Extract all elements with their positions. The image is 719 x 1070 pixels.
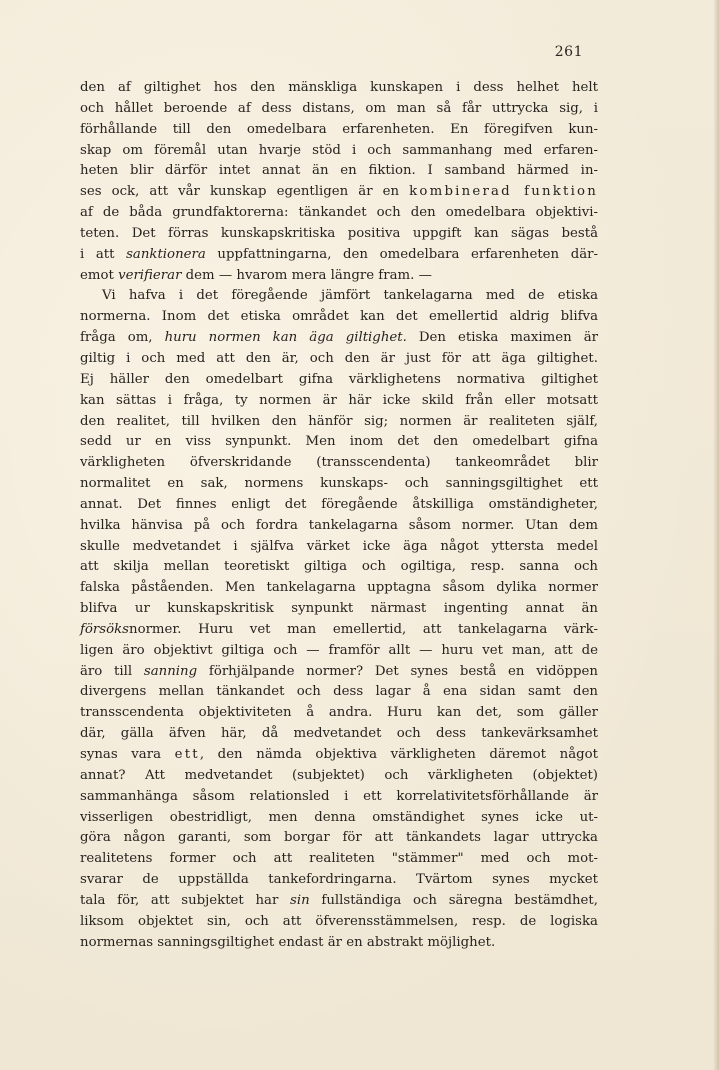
text-segment: af de båda grundfaktorerna: tänkandet och den omedelbara objektivi-: [80, 205, 598, 221]
text-segment: den realitet, till hvilken den hänför sig; normen är realiteten själf,: [80, 413, 598, 429]
text-line: [80, 182, 598, 203]
italic-term: verifierar: [118, 267, 182, 283]
text-line: [80, 432, 598, 453]
text-segment: synas vara: [80, 747, 175, 762]
text-segment: heten blir därför intet annat än en fiktion. I samband härmed in-: [80, 163, 598, 179]
text-line: [80, 99, 598, 120]
text-line: [80, 870, 598, 891]
text-line: [80, 391, 598, 412]
text-segment: Ej häller den omedelbart gifna värklighetens normativa giltighet: [80, 371, 598, 387]
text-line: [80, 641, 598, 662]
text-line: [80, 286, 598, 307]
body-text: [80, 78, 598, 953]
text-line: [80, 828, 598, 849]
text-line: [80, 474, 598, 495]
text-line: [80, 266, 598, 287]
text-segment: emot: [80, 267, 119, 283]
text-line: [80, 120, 598, 141]
text-segment: göra någon garanti, som borgar för att tänkandets lagar uttrycka: [80, 830, 598, 846]
text-line: [80, 78, 598, 99]
text-line: [80, 245, 598, 266]
page-edge-shadow: [713, 0, 719, 1070]
text-line: [80, 537, 598, 558]
text-segment: teten. Det förras kunskapskritiska positiva uppgift kan sägas bestå: [80, 225, 598, 241]
text-segment: där, gälla äfven här, då medvetandet och dess tankevärksamhet: [80, 726, 598, 742]
text-line: [80, 516, 598, 537]
text-segment: tala för, att subjektet har: [80, 892, 291, 908]
text-segment: , den nämda objektiva värkligheten däremot något: [199, 747, 598, 762]
text-segment: förhållande till den omedelbara erfarenheten. En föregifven kun-: [80, 121, 598, 137]
text-segment: Den etiska maximen är: [406, 330, 598, 346]
text-segment: sammanhänga såsom relationsled i ett korrelativitetsförhållande är: [80, 788, 598, 804]
text-line: [80, 849, 598, 870]
text-segment: transscendenta objektiviteten å andra. Huru kan det, som gäller: [80, 705, 598, 721]
italic-term: sin: [290, 892, 310, 908]
text-line: [80, 412, 598, 433]
text-segment: fråga om,: [80, 330, 165, 346]
text-segment: normalitet en sak, normens kunskaps- och sanningsgiltighet ett: [80, 476, 598, 492]
text-line: [80, 933, 598, 954]
text-segment: den af giltighet hos den mänskliga kunskapen i dess helhet helt: [80, 80, 598, 95]
text-segment: annat? Att medvetandet (subjektet) och värkligheten (objektet): [80, 767, 598, 783]
text-line: [80, 808, 598, 829]
text-line: [80, 349, 598, 370]
text-line: [80, 662, 598, 683]
text-segment: skulle medvetandet i själfva värket icke äga något yttersta medel: [80, 538, 598, 554]
text-line: [80, 891, 598, 912]
italic-term: försöks: [80, 621, 129, 637]
text-segment: falska påståenden. Men tankelagarna upptagna såsom dylika normer: [80, 580, 598, 596]
text-line: [80, 141, 598, 162]
text-line: [80, 557, 598, 578]
text-line: [80, 578, 598, 599]
text-line: [80, 224, 598, 245]
text-segment: och hållet beroende af dess distans, om man så får uttrycka sig, i: [80, 100, 598, 116]
text-segment: dem — hvarom mera längre fram. —: [181, 267, 432, 283]
text-segment: hvilka hänvisa på och fordra tankelagarna såsom normer. Utan dem: [80, 517, 598, 533]
text-segment: normer. Huru vet man emellertid, att tankelagarna värk-: [129, 621, 598, 637]
text-line: [80, 453, 598, 474]
text-line: [80, 307, 598, 328]
text-segment: ses ock, att vår kunskap egentligen är en: [80, 184, 410, 200]
text-line: [80, 599, 598, 620]
italic-term: sanktionera: [126, 246, 206, 262]
text-segment: liksom objektet sin, och att öfverensstämmelsen, resp. de logiska: [80, 913, 598, 929]
text-segment: divergens mellan tänkandet och dess lagar å ena sidan samt den: [80, 684, 598, 700]
text-line: [80, 203, 598, 224]
text-segment: ligen äro objektivt giltiga och — framför allt — huru vet man, att de: [80, 642, 598, 658]
text-line: [80, 495, 598, 516]
text-segment: normernas sanningsgiltighet endast är en abstrakt möjlighet.: [80, 934, 496, 950]
text-segment: kan sättas i fråga, ty normen är här icke skild från eller motsatt: [80, 392, 598, 408]
text-line: [80, 745, 598, 766]
text-line: [80, 682, 598, 703]
text-line: [80, 766, 598, 787]
text-segment: visserligen obestridligt, men denna omständighet synes icke ut-: [80, 809, 598, 825]
text-segment: normerna. Inom det etiska området kan det emellertid aldrig blifva: [80, 309, 598, 325]
text-segment: Vi hafva i det föregående jämfört tankelagarna med de etiska: [102, 288, 598, 304]
text-segment: svarar de uppställda tankefordringarna. Tvärtom synes mycket: [80, 872, 598, 888]
spaced-term: kombinerad funktion: [409, 184, 598, 200]
page-number: 261: [554, 44, 583, 60]
italic-term: sanning: [143, 663, 198, 679]
text-line: [80, 620, 598, 641]
text-segment: skap om föremål utan hvarje stöd i och sammanhang med erfaren-: [80, 142, 598, 158]
text-line: [80, 724, 598, 745]
text-segment: fullständiga och säregna bestämdhet,: [309, 892, 598, 908]
text-segment: värkligheten öfverskridande (transscendenta) tankeområdet blir: [80, 455, 598, 471]
text-segment: uppfattningarna, den omedelbara erfarenheten där-: [205, 246, 599, 262]
text-line: [80, 370, 598, 391]
text-segment: sedd ur en viss synpunkt. Men inom det den omedelbart gifna: [80, 434, 598, 450]
italic-term: huru normen kan äga giltighet.: [164, 330, 407, 346]
text-segment: giltig i och med att den är, och den är just för att äga giltighet.: [80, 350, 598, 366]
text-segment: realitetens former och att realiteten "stämmer" med och mot-: [80, 851, 598, 867]
text-line: [80, 912, 598, 933]
text-segment: äro till: [80, 663, 144, 679]
spaced-term: ett: [174, 747, 200, 762]
text-line: [80, 161, 598, 182]
text-line: [80, 328, 598, 349]
text-line: [80, 787, 598, 808]
text-segment: att skilja mellan teoretiskt giltiga och ogiltiga, resp. sanna och: [80, 559, 598, 575]
text-segment: blifva ur kunskapskritisk synpunkt närmast ingenting annat än: [80, 601, 598, 617]
text-segment: i att: [80, 246, 127, 262]
text-segment: annat. Det finnes enligt det föregående åtskilliga omständigheter,: [80, 496, 598, 512]
text-line: [80, 703, 598, 724]
text-segment: förhjälpande normer? Det synes bestå en vidöppen: [197, 663, 598, 679]
